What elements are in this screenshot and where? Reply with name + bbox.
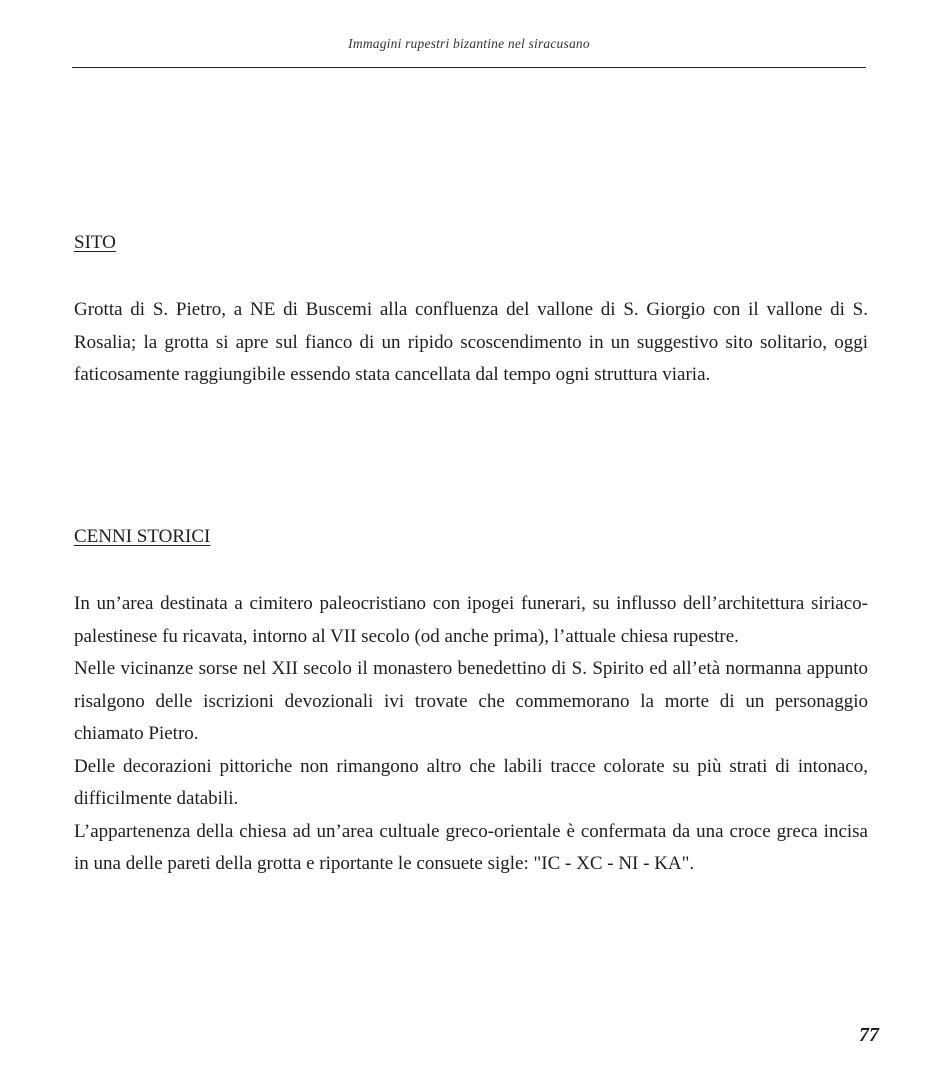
running-header: Immagini rupestri bizantine nel siracusano	[348, 36, 590, 51]
sito-paragraph: Grotta di S. Pietro, a NE di Buscemi alla confluenza del vallone di S. Giorgio con il vallone di S. Rosalia; la grotta si apre sul fianco di un ripido scoscendimento in un suggestivo sito solitario, oggi faticosamente raggiungibile essendo stata cancellata dal tempo ogni struttura viaria.	[74, 299, 868, 385]
cenni-storici-body	[74, 588, 868, 881]
section-heading-cenni-storici: CENNI STORICI	[74, 526, 211, 547]
cenni-paragraph-3: Delle decorazioni pittoriche non rimangono altro che labili tracce colorate su più strati di intonaco, difficilmente databili.	[74, 755, 868, 809]
page-number: 77	[859, 1024, 879, 1046]
cenni-paragraph-2: Nelle vicinanze sorse nel XII secolo il monastero benedettino di S. Spirito ed all’età normanna appunto risalgono delle iscrizioni devozionali ivi trovate che commemorano la morte di un personaggio chiamato Pietro.	[74, 658, 868, 744]
cenni-paragraph-4: L’appartenenza della chiesa ad un’area cultuale greco-orientale è confermata da una croce greca incisa in una delle pareti della grotta e riportante le consuete sigle: "IC - XC - NI - KA".	[74, 820, 868, 874]
header-rule	[72, 67, 866, 68]
section-heading-sito: SITO	[74, 232, 116, 253]
cenni-paragraph-1: In un’area destinata a cimitero paleocristiano con ipogei funerari, su influsso dell’architettura siriaco-palestinese fu ricavata, intorno al VII secolo (od anche prima), l’attuale chiesa rupestre.	[74, 593, 868, 647]
